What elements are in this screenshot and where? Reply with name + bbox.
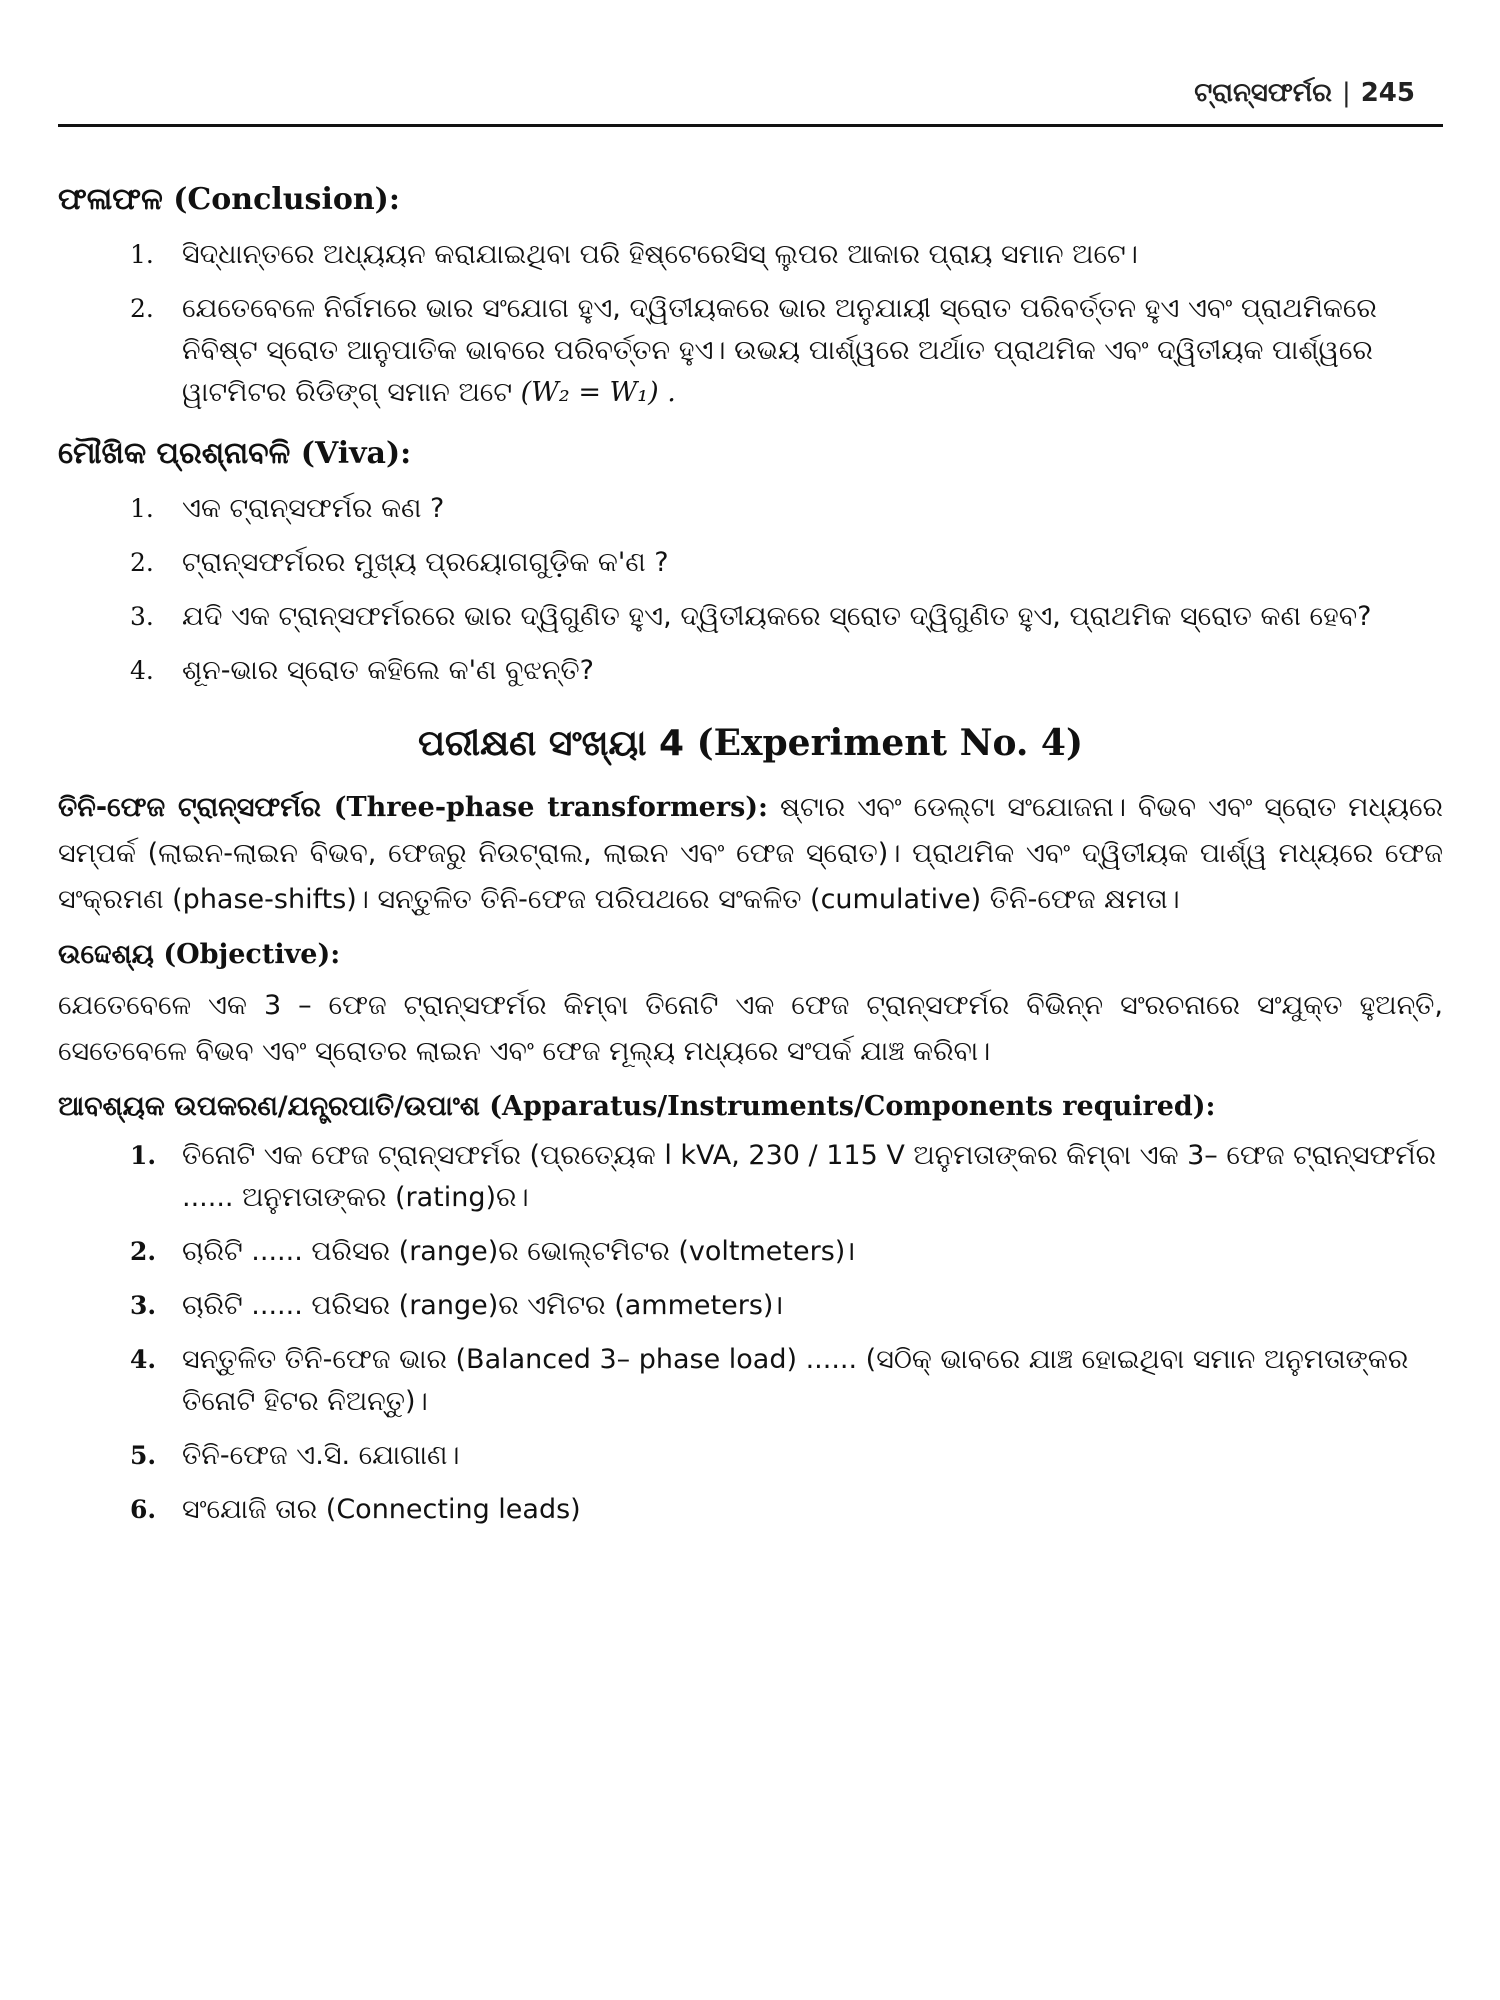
item-text: ଚାରିଟି ...... ପରିସର (range)ର ଏମିଟର (ammeters)।: [182, 1290, 784, 1321]
page-content: [58, 180, 1443, 1551]
objective-text: ଯେତେବେଳେ ଏକ 3 – ଫେଜ ଟ୍ରାନ୍ସଫର୍ମର କିମ୍ବା ତିନୋଟି ଏକ ଫେଜ ଟ୍ରାନ୍ସଫର୍ମର ବିଭିନ୍ନ ସଂରଚନାରେ ସଂଯୁକ୍ତ ହୁଅନ୍ତି, ସେତେବେଳେ ବିଭବ ଏବଂ ସ୍ରୋତର ଲାଇନ ଏବଂ ଫେଜ ମୂଲ୍ୟ ମଧ୍ୟରେ ସଂପର୍କ ଯାଞ୍ଚ କରିବା।: [58, 990, 1443, 1067]
list-item: [58, 1231, 1443, 1273]
list-item: [58, 1135, 1443, 1219]
item-text: ତିନୋଟି ଏକ ଫେଜ ଟ୍ରାନ୍ସଫର୍ମର (ପ୍ରତ୍ୟେକ l kVA, 230 / 115 V ଅନୁମତାଙ୍କର କିମ୍ବା ଏକ 3– ଫେଜ ଟ୍ରାନ୍ସଫର୍ମର ...... ଅନୁମତାଙ୍କର (rating)ର।: [182, 1140, 1437, 1213]
item-text: ଯେତେବେଳେ ନିର୍ଗମରେ ଭାର ସଂଯୋଗ ହୁଏ, ଦ୍ୱିତୀୟକରେ ଭାର ଅନୁଯାୟୀ ସ୍ରୋତ ପରିବର୍ତ୍ତନ ହୁଏ ଏବଂ ପ୍ରାଥମିକରେ ନିବିଷ୍ଟ ସ୍ରୋତ ଆନୁପାତିକ ଭାବରେ ପରିବର୍ତ୍ତନ ହୁଏ। ଉଭୟ ପାର୍ଶ୍ୱରେ ଅର୍ଥାତ ପ୍ରାଥମିକ ଏବଂ ଦ୍ୱିତୀୟକ ପାର୍ଶ୍ୱରେ ୱାଟମିଟର ରିଡିଙ୍ଗ୍ ସମାନ ଅଟେ: [182, 293, 1377, 408]
conclusion-heading-en: (Conclusion):: [173, 182, 400, 217]
equation: (W₂ = W₁) .: [520, 377, 676, 408]
header-rule: [58, 124, 1443, 127]
item-text: ତିନି-ଫେଜ ଏ.ସି. ଯୋଗାଣ।: [182, 1440, 460, 1471]
page-number: 245: [1360, 78, 1415, 108]
objective-heading-en: (Objective):: [163, 939, 341, 970]
running-head: [1194, 78, 1415, 109]
item-text: ଶୂନ-ଭାର ସ୍ରୋତ କହିଲେ କ'ଣ ବୁଝନ୍ତି?: [182, 655, 594, 686]
item-number: 4.: [130, 656, 154, 685]
conclusion-heading-or: ଫଳାଫଳ: [58, 182, 163, 217]
item-text: ସିଦ୍ଧାନ୍ତରେ ଅଧ୍ୟୟନ କରାଯାଇଥିବା ପରି ହିଷ୍ଟେରେସିସ୍ ଲୁପର ଆକାର ପ୍ରାୟ ସମାନ ଅଟେ।: [182, 239, 1138, 270]
viva-heading: [58, 434, 1443, 474]
objective-heading-or: ଉଦ୍ଦେଶ୍ୟ: [58, 939, 154, 970]
item-text: ଟ୍ରାନ୍ସଫର୍ମରର ମୁଖ୍ୟ ପ୍ରୟୋଗଗୁଡ଼ିକ କ'ଣ ?: [182, 547, 669, 578]
conclusion-list: [58, 234, 1443, 414]
list-item: [58, 542, 1443, 584]
item-number: 4.: [130, 1345, 157, 1374]
apparatus-heading: [58, 1085, 1443, 1129]
running-title: ଟ୍ରାନ୍ସଫର୍ମର: [1194, 78, 1332, 108]
header-separator: |: [1341, 78, 1351, 108]
list-item: [58, 488, 1443, 530]
list-item: [58, 650, 1443, 692]
intro-label-or: ତିନି-ଫେଜ ଟ୍ରାନ୍ସଫର୍ମର: [58, 792, 321, 823]
item-text: ଯଦି ଏକ ଟ୍ରାନ୍ସଫର୍ମରରେ ଭାର ଦ୍ୱିଗୁଣିତ ହୁଏ, ଦ୍ୱିତୀୟକରେ ସ୍ରୋତ ଦ୍ୱିଗୁଣିତ ହୁଏ, ପ୍ରାଥମିକ ସ୍ରୋତ କଣ ହେବ?: [182, 601, 1372, 632]
item-text: ସନ୍ତୁଳିତ ତିନି-ଫେଜ ଭାର (Balanced 3– phase load) ...... (ସଠିକ୍ ଭାବରେ ଯାଞ୍ଚ ହୋଇଥିବା ସମାନ ଅନୁମତାଙ୍କର ତିନୋଟି ହିଟର ନିଅନ୍ତୁ)।: [182, 1344, 1409, 1417]
list-item: [58, 596, 1443, 638]
item-number: 5.: [130, 1441, 157, 1470]
experiment-intro-label: [58, 792, 768, 823]
item-number: 3.: [130, 1291, 157, 1320]
experiment-title: [58, 720, 1443, 767]
item-number: 6.: [130, 1495, 157, 1524]
apparatus-heading-or: ଆବଶ୍ୟକ ଉପକରଣ/ଯନ୍ତ୍ରପାତି/ଉପାଂଶ: [58, 1091, 480, 1122]
item-text: ଏକ ଟ୍ରାନ୍ସଫର୍ମର କଣ ?: [182, 493, 445, 524]
experiment-intro: [58, 785, 1443, 923]
experiment-title-or: ପରୀକ୍ଷଣ ସଂଖ୍ୟା 4: [417, 723, 685, 764]
item-number: 1.: [130, 1141, 157, 1170]
item-text: ସଂଯୋଜି ତାର (Connecting leads): [182, 1494, 581, 1525]
item-number: 1.: [130, 240, 154, 269]
list-item: [58, 1285, 1443, 1327]
list-item: [58, 1435, 1443, 1477]
conclusion-heading: [58, 180, 1443, 220]
list-item: [58, 288, 1443, 414]
viva-heading-en: (Viva):: [300, 436, 412, 471]
list-item: [58, 1489, 1443, 1531]
item-text: ଚାରିଟି ...... ପରିସର (range)ର ଭୋଲ୍ଟମିଟର (voltmeters)।: [182, 1236, 856, 1267]
viva-list: [58, 488, 1443, 692]
list-item: [58, 234, 1443, 276]
viva-heading-or: ମୌଖିକ ପ୍ରଶ୍ନାବଳି: [58, 436, 291, 471]
intro-label-en: (Three-phase transformers):: [333, 792, 769, 823]
item-number: 2.: [130, 548, 154, 577]
apparatus-list: [58, 1135, 1443, 1531]
apparatus-heading-en: (Apparatus/Instruments/Components required):: [489, 1091, 1216, 1122]
list-item: [58, 1339, 1443, 1423]
item-number: 1.: [130, 494, 154, 523]
item-number: 2.: [130, 1237, 157, 1266]
experiment-title-en: (Experiment No. 4): [696, 722, 1083, 764]
objective-heading: [58, 933, 1443, 977]
item-number: 3.: [130, 602, 154, 631]
intro-text: ଷ୍ଟାର ଏବଂ ଡେଲ୍ଟା ସଂଯୋଜନା। ବିଭବ ଏବଂ ସ୍ରୋତ ମଧ୍ୟରେ ସମ୍ପର୍କ (ଲାଇନ-ଲାଇନ ବିଭବ, ଫେଜରୁ ନିଉଟ୍ରାଲ, ଲାଇନ ଏବଂ ଫେଜ ସ୍ରୋତ)। ପ୍ରାଥମିକ ଏବଂ ଦ୍ୱିତୀୟକ ପାର୍ଶ୍ୱ ମଧ୍ୟରେ ଫେଜ ସଂକ୍ରମଣ (phase-shifts)। ସନ୍ତୁଳିତ ତିନି-ଫେଜ ପରିପଥରେ ସଂକଳିତ (cumulative) ତିନି-ଫେଜ କ୍ଷମତା।: [58, 792, 1443, 915]
item-number: 2.: [130, 294, 154, 323]
